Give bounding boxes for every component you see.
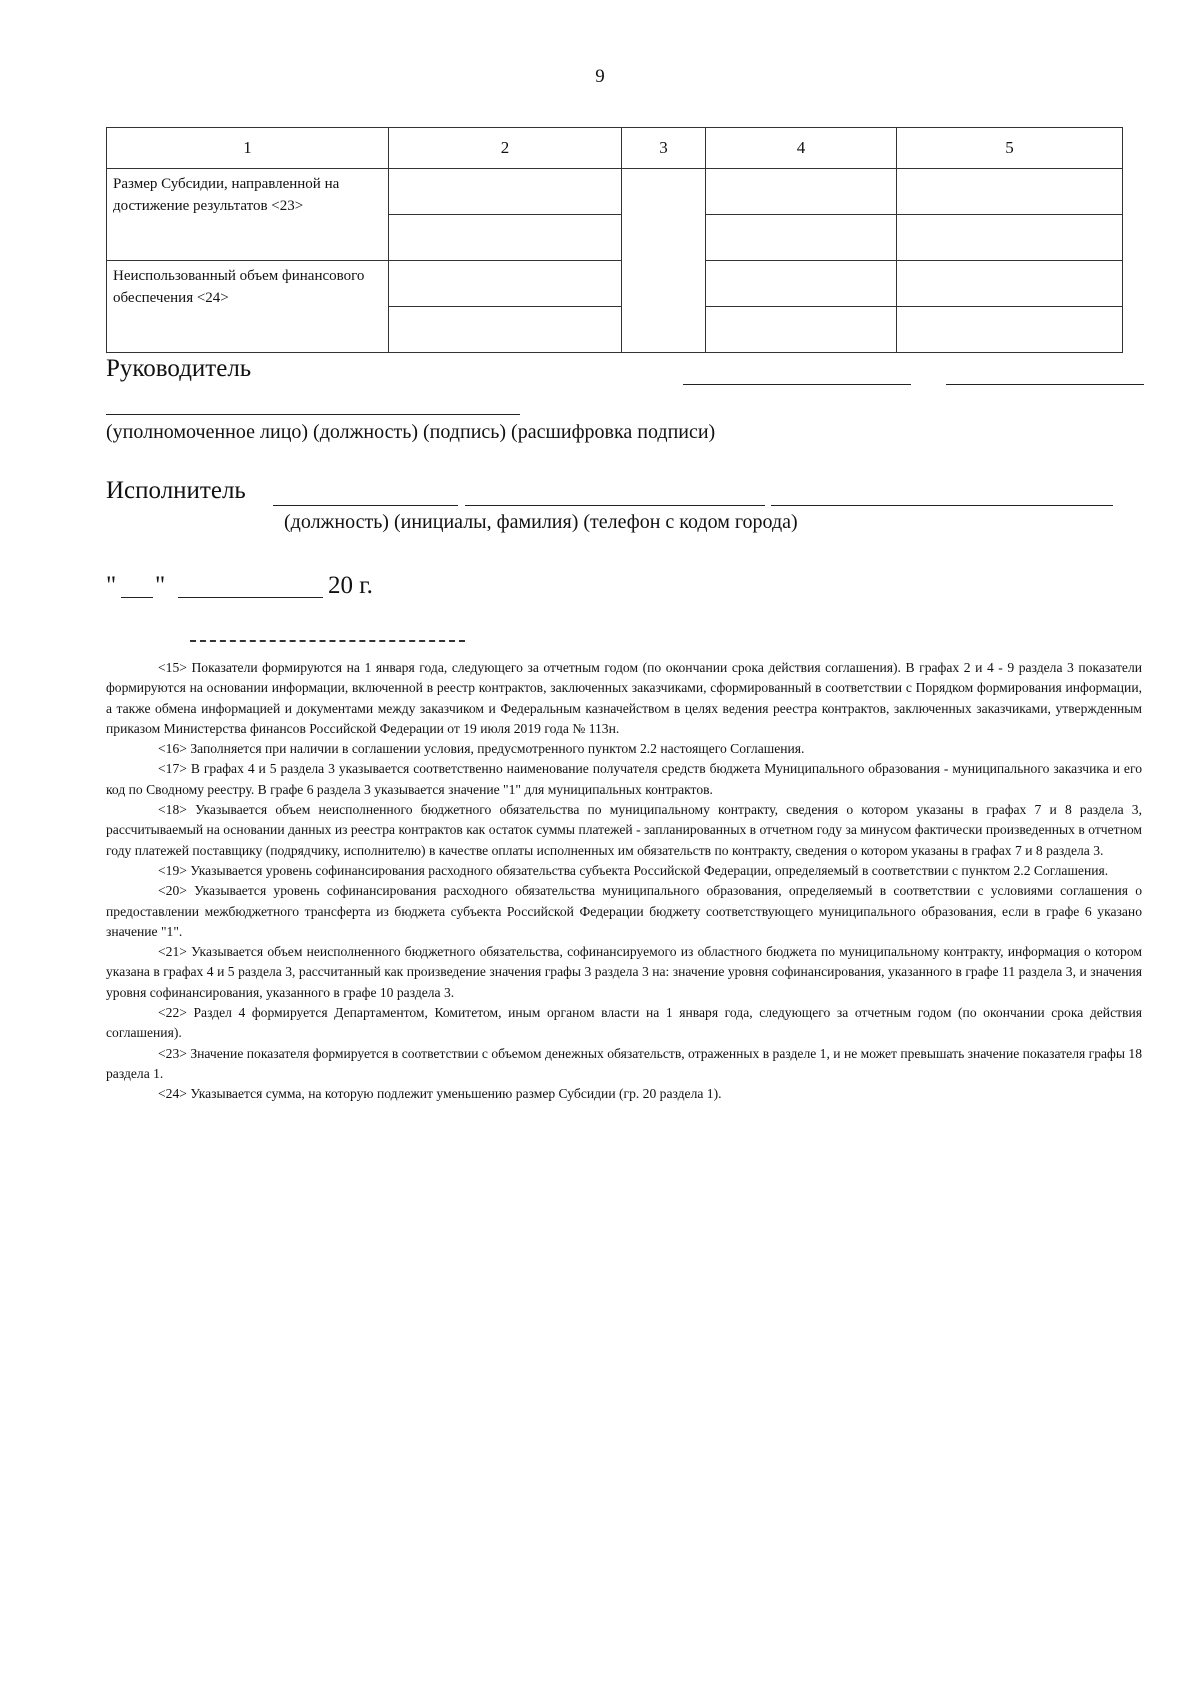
date-year: 20 г.	[328, 572, 373, 599]
executor-name-line	[465, 505, 765, 506]
report-table	[106, 127, 1123, 353]
executor-caption: (должность) (инициалы, фамилия) (телефон с кодом города)	[284, 511, 798, 533]
row-label-subsidy: Размер Субсидии, направленной на достижение результатов <23>	[107, 169, 389, 261]
table-cell	[389, 169, 622, 215]
row-label-unused-volume: Неиспользованный объем финансового обеспечения <24>	[107, 261, 389, 353]
table-cell	[897, 215, 1123, 261]
footnote: <16> Заполняется при наличии в соглашении условия, предусмотренного пунктом 2.2 настоящего Соглашения.	[158, 741, 805, 757]
head-label: Руководитель	[106, 355, 252, 382]
column-header: 3	[622, 128, 706, 169]
footnote-separator	[190, 640, 465, 642]
footnote: <23> Значение показателя формируется в соответствии с объемом денежных обязательств, отраженных в разделе 1, и не может превышать значение показателя графы 18 раздела 1.	[106, 1045, 1142, 1081]
table-cell	[897, 307, 1123, 353]
page-number: 9	[595, 66, 605, 87]
table-header-row	[107, 128, 1123, 169]
footnote: <18> Указывается объем неисполненного бюджетного обязательства по муниципальному контракту, сведения о котором указаны в графах 7 и 8 раздела 3, рассчитываемый на основании данных из реестра контрактов как остаток суммы платежей - запланированных в отчетном году за минусом фактически произведенных в отчетном году платежей поставщику (подрядчику, исполнителю) в качестве оплаты исполненных им обязательств по контракту, сведения о котором указаны в графах 7 и 8 раздела 3.	[106, 802, 1142, 858]
column-header: 2	[389, 128, 622, 169]
table-cell	[389, 307, 622, 353]
table-row	[107, 169, 1123, 215]
footnote: <22> Раздел 4 формируется Департаментом, Комитетом, иным органом власти на 1 января года, следующего за отчетным годом (по окончании срока действия соглашения).	[106, 1005, 1142, 1041]
column-header: 5	[897, 128, 1123, 169]
date-quote-open: "	[106, 572, 117, 599]
table-cell	[706, 215, 897, 261]
executor-label: Исполнитель	[106, 477, 246, 504]
footnote: <17> В графах 4 и 5 раздела 3 указывается соответственно наименование получателя средств бюджета Муниципального образования - муниципального заказчика и его код по Сводному реестру. В графе 6 раздела 3 указывается значение "1" для муниципальных контрактов.	[106, 761, 1142, 797]
table-cell	[622, 169, 706, 353]
footnote: <19> Указывается уровень софинансирования расходного обязательства субъекта Российской Федерации, определяемый в соответствии с пунктом 2.2 Соглашения.	[158, 862, 1109, 878]
table-cell	[897, 261, 1123, 307]
footnote: <20> Указывается уровень софинансирования расходного обязательства муниципального образования, определяемый в соответствии с условиями соглашения о предоставлении межбюджетного трансферта из бюджета субъекта Российской Федерации бюджету соответствующего муниципального образования, если в графе 6 указано значение "1".	[106, 883, 1142, 939]
signature-decoding-line	[946, 384, 1144, 385]
date-month-line	[178, 597, 323, 598]
table-row	[107, 261, 1123, 307]
position-line	[106, 414, 520, 415]
date-day-line	[121, 597, 153, 598]
executor-position-line	[273, 505, 458, 506]
footnote: <15> Показатели формируются на 1 января года, следующего за отчетным годом (по окончании срока действия соглашения). В графах 2 и 4 - 9 раздела 3 показатели формируются на основании информации, включенной в реестр контрактов, заключенных заказчиками, сформированный в соответствии с Порядком формирования информации, а также обмена информацией и документами между заказчиком и Федеральным казначейством в целях ведения реестра контрактов, заключенных заказчиками, утвержденным приказом Министерства финансов Российской Федерации от 19 июля 2019 года № 113н.	[106, 660, 1142, 736]
table-cell	[706, 261, 897, 307]
table-cell	[706, 169, 897, 215]
head-caption: (уполномоченное лицо) (должность) (подпись) (расшифровка подписи)	[106, 421, 716, 443]
table-cell	[389, 261, 622, 307]
executor-phone-line	[771, 505, 1113, 506]
table-cell	[897, 169, 1123, 215]
footnote: <21> Указывается объем неисполненного бюджетного обязательства, софинансируемого из областного бюджета по муниципальному контракту, информация о котором указана в графах 4 и 5 раздела 3, рассчитанный как произведение значения графы 3 раздела 3 на: значение уровня софинансирования, указанного в графе 11 раздела 3, и значения уровня софинансирования, указанного в графе 10 раздела 3.	[106, 944, 1142, 1000]
column-header: 4	[706, 128, 897, 169]
table-cell	[389, 215, 622, 261]
date-quote-close: "	[155, 572, 166, 599]
signature-line	[683, 384, 911, 385]
column-header: 1	[107, 128, 389, 169]
footnotes	[106, 658, 1142, 1105]
footnote: <24> Указывается сумма, на которую подлежит уменьшению размер Субсидии (гр. 20 раздела 1).	[158, 1086, 722, 1102]
table-cell	[706, 307, 897, 353]
